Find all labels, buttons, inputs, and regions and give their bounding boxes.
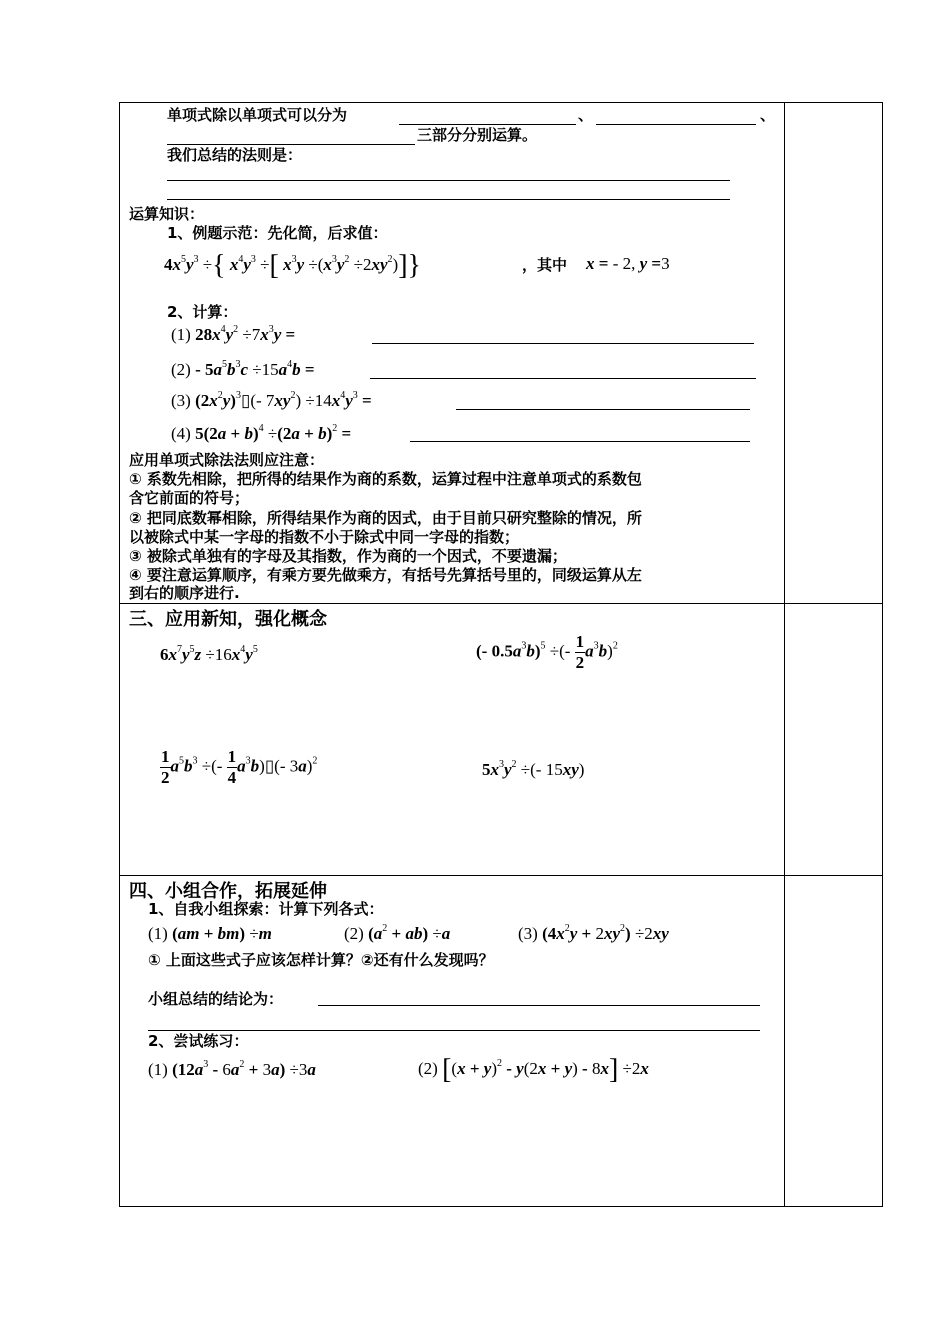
explore-item-label: (1) [148,924,168,943]
separator: 、 [578,106,594,124]
practice-item: (1) $(12a^3 - 6a^2 + 3a) \div 3a$ [148,1059,316,1079]
blank-field[interactable] [167,199,730,200]
exercise-expression: $5x^3y^2$ ÷(- 15xy) [482,759,585,779]
calc-item-label: (1) [171,325,191,344]
practice-item: (2) $[(x + y)^2 - y(2x + y) - 8x] \div 2x$ [418,1054,649,1085]
calc-item: (1) $28x^4y^2 \div 7x^3y$ = [171,324,296,344]
explore-question: ① 上面这些式子应该怎样计算？②还有什么发现吗？ [148,951,494,969]
example-title: 1、例题示范：先化简，后求值： [167,224,388,242]
note-line: ① 系数先相除，把所得的结果作为商的系数，运算过程中注意单项式的系数包 [129,470,642,488]
knowledge-title: 运算知识： [129,205,205,223]
note-line: 以被除式中某一字母的指数不小于除式中同一字母的指数； [129,528,520,546]
answer-line[interactable] [410,441,750,442]
answer-line[interactable] [370,378,756,379]
rule-label: 我们总结的法则是： [167,146,303,164]
explore-item: (2) $(a^2 + ab) \div a$ [344,923,451,943]
blank-field[interactable] [596,124,756,125]
answer-line[interactable] [456,409,750,410]
practice-title: 2、尝试练习： [148,1032,249,1050]
blank-field[interactable] [167,144,415,145]
exercise-expression: $\frac{1}{2}$ $a^5b^3$ ÷(- $\frac{1}{4}$ $a^3b)▯(-$ 3a)$^2$ [161,747,318,787]
table-border [882,102,883,1206]
example-expression: $4x^5y^3$ ÷{ $x^4y^3$ ÷[ $x^3y \div(x^3y^2 \div 2xy^2)$]} [164,250,421,281]
table-border [784,102,785,1206]
notes-title: 应用单项式除法法则应注意： [129,451,325,469]
table-border [119,102,120,1206]
rule-suffix: 三部分分别运算。 [417,126,538,144]
note-line: ④ 要注意运算顺序，有乘方要先做乘方，有括号先算括号里的，同级运算从左 [129,566,642,584]
practice-item-label: (2) [418,1059,438,1078]
example-where: ，其中 [522,256,568,274]
conclusion-label: 小组总结的结论为： [148,990,284,1008]
exercise-expression: (- $0.5a^3b)^5$ ÷(- $\frac{1}{2}$ $a^3b)^2$ [476,632,618,672]
calc-title: 2、计算： [167,303,238,321]
answer-line[interactable] [372,343,754,344]
calc-item: $(2) - 5a^5b^3c \div 15a^4b$ = [171,359,315,379]
answer-line[interactable] [148,1030,760,1031]
example-values: x = - 2, y =3 [586,254,670,273]
blank-field[interactable] [167,180,730,181]
answer-line[interactable] [318,1005,760,1006]
section-title: 四、小组合作，拓展延伸 [129,881,327,902]
table-border [119,1206,883,1207]
rule-intro [167,106,347,124]
calc-item-label: (2) [171,360,191,379]
table-border [119,102,883,103]
section-title: 三、应用新知，强化概念 [129,609,327,630]
explore-item: (3) $(4x^2y + 2xy^2) \div 2xy$ [518,923,669,943]
calc-item-label: (4) [171,424,191,443]
note-line: 含它前面的符号； [129,489,250,507]
calc-item: (4) $5(2a + b)^4 \div(2a + b)^2$ = [171,423,352,443]
blank-field[interactable] [399,124,576,125]
table-border [119,603,883,604]
explore-title: 1、自我小组探索：计算下列各式： [148,900,384,918]
note-line: ② 把同底数幂相除，所得结果作为商的因式，由于目前只研究整除的情况，所 [129,509,642,527]
calc-item-label: (3) [171,391,191,410]
explore-item-label: (2) [344,924,364,943]
note-line: ③ 被除式单独有的字母及其指数，作为商的一个因式，不要遗漏； [129,547,567,565]
table-border [119,875,883,876]
note-line: 到右的顺序进行. [129,584,240,602]
explore-item-label: (3) [518,924,538,943]
explore-item: (1) (am + bm) ÷m [148,924,272,943]
practice-item-label: (1) [148,1060,168,1079]
exercise-expression: $6x^7y^5z \div 16x^4y^5$ [160,644,258,664]
rule-intro-text: 单项式除以单项式可以分为 [167,106,348,124]
separator: 、 [760,106,776,124]
calc-item: (3) $(2x^2y)^3▯(-$ $7xy^2) \div 14x^4y^3$ = [171,390,372,410]
